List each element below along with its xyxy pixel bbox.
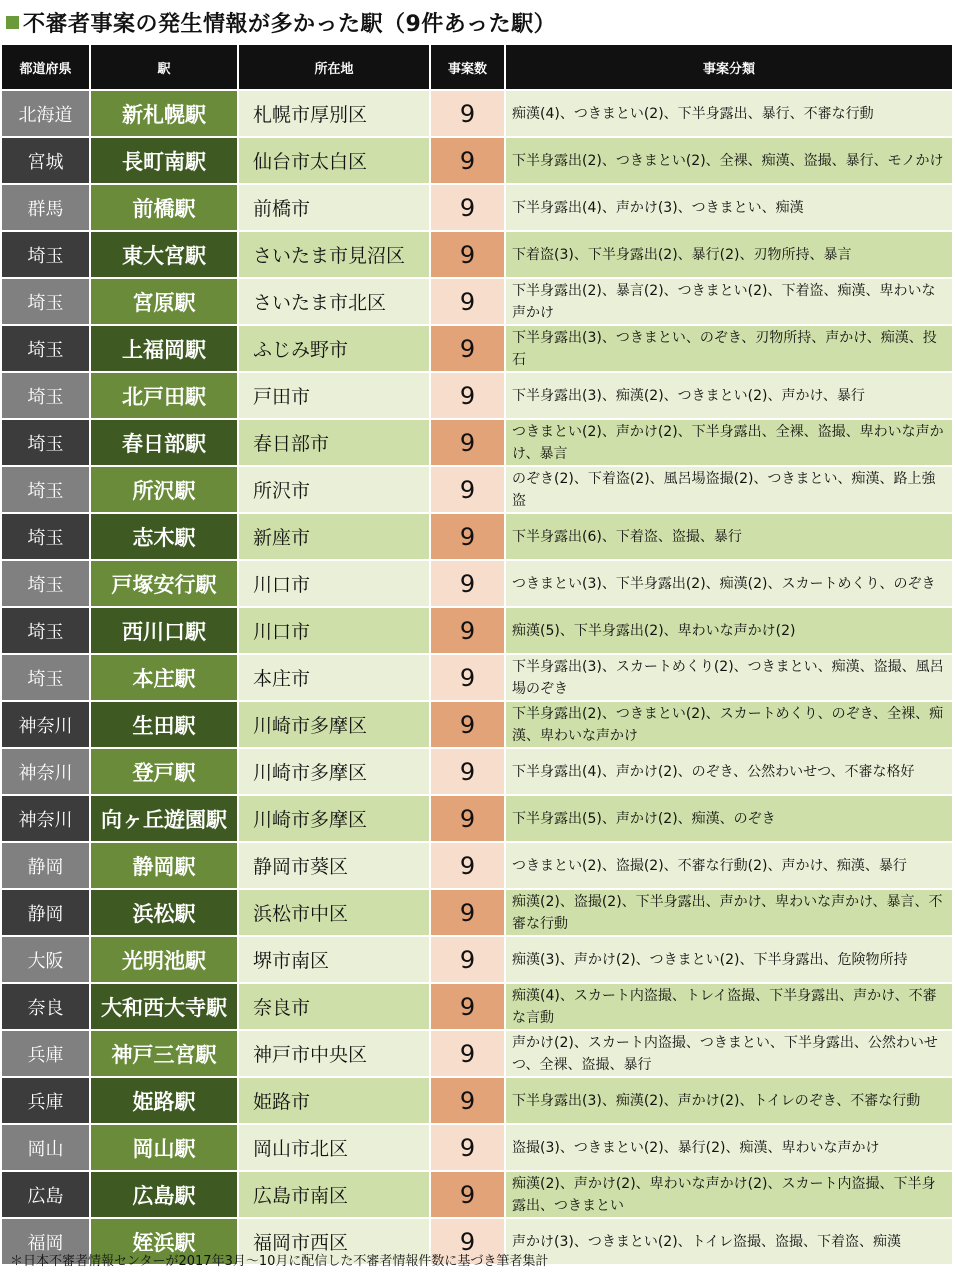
station-cell: 登戸駅	[90, 748, 238, 795]
prefecture-cell: 神奈川	[2, 748, 90, 795]
prefecture-cell: 静岡	[2, 889, 90, 936]
station-cell: 春日部駅	[90, 419, 238, 466]
categories-cell: 痴漢(2)、声かけ(2)、卑わいな声かけ(2)、スカート内盗撮、下半身露出、つきまとい	[505, 1171, 952, 1218]
location-cell: さいたま市見沼区	[238, 231, 430, 278]
prefecture-cell: 埼玉	[2, 278, 90, 325]
table-row	[2, 466, 952, 513]
station-cell: 光明池駅	[90, 936, 238, 983]
count-cell: 9	[430, 1124, 505, 1171]
categories-cell: 痴漢(4)、スカート内盗撮、トレイ盗撮、下半身露出、声かけ、不審な言動	[505, 983, 952, 1030]
prefecture-cell: 埼玉	[2, 325, 90, 372]
location-cell: 浜松市中区	[238, 889, 430, 936]
table-row	[2, 748, 952, 795]
location-cell: 新座市	[238, 513, 430, 560]
count-cell: 9	[430, 325, 505, 372]
count-cell: 9	[430, 372, 505, 419]
categories-cell: 痴漢(3)、声かけ(2)、つきまとい(2)、下半身露出、危険物所持	[505, 936, 952, 983]
count-cell: 9	[430, 1218, 505, 1264]
location-cell: 福岡市西区	[238, 1218, 430, 1264]
categories-cell: 下半身露出(4)、声かけ(2)、のぞき、公然わいせつ、不審な格好	[505, 748, 952, 795]
table-row	[2, 560, 952, 607]
categories-cell: 痴漢(2)、盗撮(2)、下半身露出、声かけ、卑わいな声かけ、暴言、不審な行動	[505, 889, 952, 936]
count-cell: 9	[430, 184, 505, 231]
location-cell: さいたま市北区	[238, 278, 430, 325]
prefecture-cell: 神奈川	[2, 701, 90, 748]
station-cell: 北戸田駅	[90, 372, 238, 419]
location-cell: 静岡市葵区	[238, 842, 430, 889]
location-cell: 春日部市	[238, 419, 430, 466]
count-cell: 9	[430, 748, 505, 795]
location-cell: 川崎市多摩区	[238, 748, 430, 795]
prefecture-cell: 大阪	[2, 936, 90, 983]
categories-cell: つきまとい(3)、下半身露出(2)、痴漢(2)、スカートめくり、のぞき	[505, 560, 952, 607]
count-cell: 9	[430, 231, 505, 278]
table-row	[2, 419, 952, 466]
station-cell: 神戸三宮駅	[90, 1030, 238, 1077]
count-cell: 9	[430, 1171, 505, 1218]
station-cell: 長町南駅	[90, 137, 238, 184]
categories-cell: 下半身露出(2)、つきまとい(2)、全裸、痴漢、盗撮、暴行、モノかけ	[505, 137, 952, 184]
station-cell: 戸塚安行駅	[90, 560, 238, 607]
header-row	[2, 45, 952, 90]
count-cell: 9	[430, 654, 505, 701]
location-cell: 堺市南区	[238, 936, 430, 983]
categories-cell: 下半身露出(6)、下着盗、盗撮、暴行	[505, 513, 952, 560]
categories-cell: 下半身露出(3)、痴漢(2)、つきまとい(2)、声かけ、暴行	[505, 372, 952, 419]
count-cell: 9	[430, 419, 505, 466]
table-row	[2, 513, 952, 560]
prefecture-cell: 埼玉	[2, 560, 90, 607]
categories-cell: 痴漢(5)、下半身露出(2)、卑わいな声かけ(2)	[505, 607, 952, 654]
location-cell: 神戸市中央区	[238, 1030, 430, 1077]
table-row	[2, 1171, 952, 1218]
prefecture-cell: 埼玉	[2, 654, 90, 701]
station-cell: 広島駅	[90, 1171, 238, 1218]
station-cell: 西川口駅	[90, 607, 238, 654]
prefecture-cell: 宮城	[2, 137, 90, 184]
count-cell: 9	[430, 983, 505, 1030]
categories-cell: 下半身露出(2)、つきまとい(2)、スカートめくり、のぞき、全裸、痴漢、卑わいな声かけ	[505, 701, 952, 748]
prefecture-cell: 埼玉	[2, 466, 90, 513]
prefecture-cell: 広島	[2, 1171, 90, 1218]
count-cell: 9	[430, 936, 505, 983]
count-cell: 9	[430, 607, 505, 654]
station-cell: 東大宮駅	[90, 231, 238, 278]
prefecture-cell: 埼玉	[2, 419, 90, 466]
station-cell: 前橋駅	[90, 184, 238, 231]
categories-cell: 痴漢(4)、つきまとい(2)、下半身露出、暴行、不審な行動	[505, 90, 952, 137]
count-cell: 9	[430, 842, 505, 889]
categories-cell: つきまとい(2)、盗撮(2)、不審な行動(2)、声かけ、痴漢、暴行	[505, 842, 952, 889]
prefecture-cell: 奈良	[2, 983, 90, 1030]
location-cell: 岡山市北区	[238, 1124, 430, 1171]
table-row	[2, 889, 952, 936]
table-row	[2, 1124, 952, 1171]
location-cell: 本庄市	[238, 654, 430, 701]
prefecture-cell: 福岡	[2, 1218, 90, 1264]
table-row	[2, 278, 952, 325]
count-cell: 9	[430, 1077, 505, 1124]
categories-cell: 声かけ(2)、スカート内盗撮、つきまとい、下半身露出、公然わいせつ、全裸、盗撮、暴行	[505, 1030, 952, 1077]
table-header	[2, 45, 952, 90]
station-cell: 本庄駅	[90, 654, 238, 701]
prefecture-cell: 岡山	[2, 1124, 90, 1171]
table-row	[2, 654, 952, 701]
table-row	[2, 842, 952, 889]
table-row	[2, 137, 952, 184]
location-cell: ふじみ野市	[238, 325, 430, 372]
location-cell: 広島市南区	[238, 1171, 430, 1218]
table-row	[2, 983, 952, 1030]
title-text: 不審者事案の発生情報が多かった駅（9件あった駅）	[23, 11, 557, 37]
prefecture-cell: 埼玉	[2, 513, 90, 560]
prefecture-cell: 静岡	[2, 842, 90, 889]
station-cell: 所沢駅	[90, 466, 238, 513]
station-cell: 新札幌駅	[90, 90, 238, 137]
categories-cell: のぞき(2)、下着盗(2)、風呂場盗撮(2)、つきまとい、痴漢、路上強盗	[505, 466, 952, 513]
table-row	[2, 607, 952, 654]
count-cell: 9	[430, 513, 505, 560]
location-cell: 前橋市	[238, 184, 430, 231]
count-cell: 9	[430, 560, 505, 607]
prefecture-cell: 北海道	[2, 90, 90, 137]
table-row	[2, 1077, 952, 1124]
stations-table	[2, 45, 952, 1264]
location-cell: 川口市	[238, 607, 430, 654]
table-body	[2, 90, 952, 1264]
table-row	[2, 372, 952, 419]
location-cell: 川口市	[238, 560, 430, 607]
header-count: 事案数	[430, 45, 505, 90]
count-cell: 9	[430, 795, 505, 842]
location-cell: 戸田市	[238, 372, 430, 419]
footnote: ＊日本不審者情報センターが2017年3月～10月に配信した不審者情報件数に基づき筆者集計	[10, 1254, 549, 1269]
categories-cell: 下半身露出(3)、スカートめくり(2)、つきまとい、痴漢、盗撮、風呂場のぞき	[505, 654, 952, 701]
categories-cell: 下半身露出(3)、痴漢(2)、声かけ(2)、トイレのぞき、不審な行動	[505, 1077, 952, 1124]
count-cell: 9	[430, 889, 505, 936]
header-station: 駅	[90, 45, 238, 90]
categories-cell: 下半身露出(2)、暴言(2)、つきまとい(2)、下着盗、痴漢、卑わいな声かけ	[505, 278, 952, 325]
prefecture-cell: 埼玉	[2, 231, 90, 278]
station-cell: 大和西大寺駅	[90, 983, 238, 1030]
table-row	[2, 795, 952, 842]
categories-cell: 下着盗(3)、下半身露出(2)、暴行(2)、刃物所持、暴言	[505, 231, 952, 278]
count-cell: 9	[430, 137, 505, 184]
prefecture-cell: 兵庫	[2, 1077, 90, 1124]
station-cell: 上福岡駅	[90, 325, 238, 372]
station-cell: 志木駅	[90, 513, 238, 560]
station-cell: 姪浜駅	[90, 1218, 238, 1264]
header-prefecture: 都道府県	[2, 45, 90, 90]
prefecture-cell: 埼玉	[2, 372, 90, 419]
table-row	[2, 231, 952, 278]
title-square-icon	[6, 16, 19, 29]
station-cell: 姫路駅	[90, 1077, 238, 1124]
table-row	[2, 184, 952, 231]
table-row	[2, 701, 952, 748]
station-cell: 宮原駅	[90, 278, 238, 325]
header-categories: 事案分類	[505, 45, 952, 90]
station-cell: 浜松駅	[90, 889, 238, 936]
table-row	[2, 936, 952, 983]
categories-cell: 下半身露出(4)、声かけ(3)、つきまとい、痴漢	[505, 184, 952, 231]
count-cell: 9	[430, 1030, 505, 1077]
categories-cell: 盗撮(3)、つきまとい(2)、暴行(2)、痴漢、卑わいな声かけ	[505, 1124, 952, 1171]
location-cell: 川崎市多摩区	[238, 701, 430, 748]
prefecture-cell: 埼玉	[2, 607, 90, 654]
table-row	[2, 1030, 952, 1077]
location-cell: 川崎市多摩区	[238, 795, 430, 842]
header-location: 所在地	[238, 45, 430, 90]
prefecture-cell: 群馬	[2, 184, 90, 231]
prefecture-cell: 神奈川	[2, 795, 90, 842]
categories-cell: 声かけ(3)、つきまとい(2)、トイレ盗撮、盗撮、下着盗、痴漢	[505, 1218, 952, 1264]
categories-cell: 下半身露出(3)、つきまとい、のぞき、刃物所持、声かけ、痴漢、投石	[505, 325, 952, 372]
categories-cell: 下半身露出(5)、声かけ(2)、痴漢、のぞき	[505, 795, 952, 842]
station-cell: 岡山駅	[90, 1124, 238, 1171]
location-cell: 所沢市	[238, 466, 430, 513]
location-cell: 札幌市厚別区	[238, 90, 430, 137]
count-cell: 9	[430, 90, 505, 137]
count-cell: 9	[430, 278, 505, 325]
categories-cell: つきまとい(2)、声かけ(2)、下半身露出、全裸、盗撮、卑わいな声かけ、暴言	[505, 419, 952, 466]
location-cell: 姫路市	[238, 1077, 430, 1124]
prefecture-cell: 兵庫	[2, 1030, 90, 1077]
station-cell: 静岡駅	[90, 842, 238, 889]
count-cell: 9	[430, 701, 505, 748]
table-row	[2, 325, 952, 372]
station-cell: 生田駅	[90, 701, 238, 748]
location-cell: 奈良市	[238, 983, 430, 1030]
count-cell: 9	[430, 466, 505, 513]
table-row	[2, 90, 952, 137]
location-cell: 仙台市太白区	[238, 137, 430, 184]
page-title	[6, 6, 556, 38]
station-cell: 向ヶ丘遊園駅	[90, 795, 238, 842]
